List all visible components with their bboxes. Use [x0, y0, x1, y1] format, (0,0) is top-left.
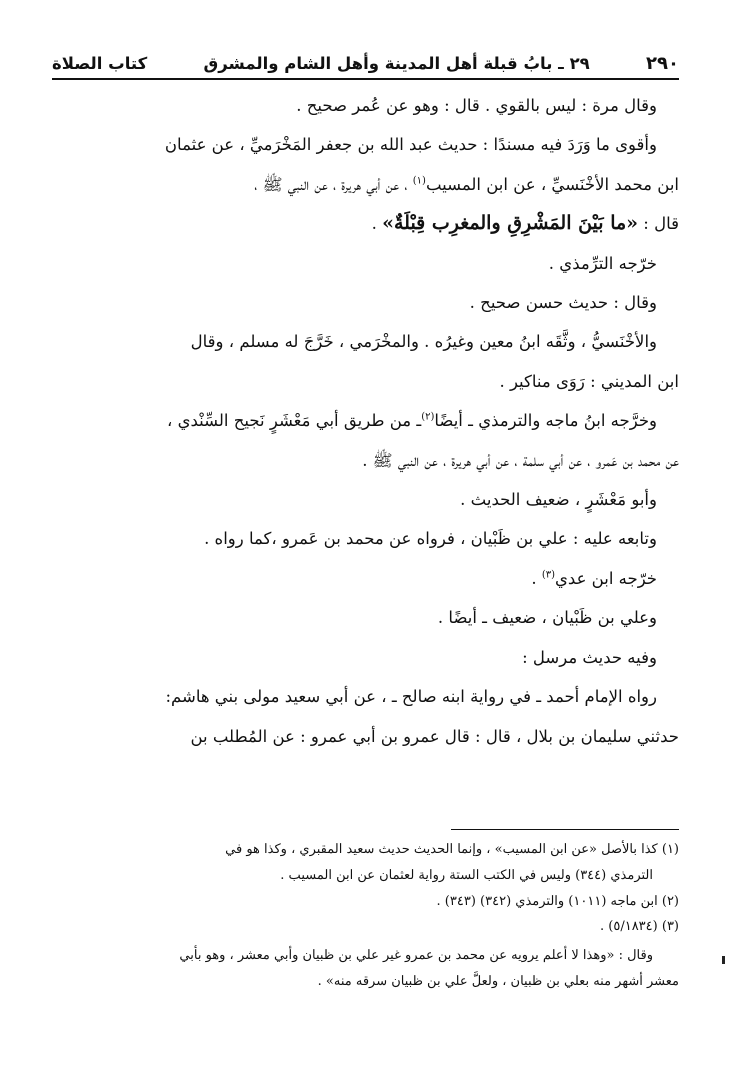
text-line: عن محمد بن عَمرو ، عن أبي سلمة ، عن أبي هريرة ، عن النبي ﷺ .: [362, 450, 679, 470]
footnote-separator: [451, 829, 679, 830]
text-segment: وخرَّجه ابنُ ماجه والترمذي ـ أيضًا: [434, 411, 657, 431]
text-segment: ـ من طريق أبي مَعْشَرٍ نَجيح السِّنْدي ،: [167, 411, 422, 431]
footnote-ref[interactable]: (١): [412, 175, 426, 187]
text-line: وأبو مَعْشَرٍ ، ضعيف الحديث .: [460, 490, 657, 510]
text-line: [60, 165, 679, 204]
text-segment: خرّجه ابن عدي: [555, 568, 657, 588]
footnote-ref[interactable]: (٢): [421, 411, 435, 423]
text-line: وأقوى ما وَرَدَ فيه مسندًا : حديث عبد الله بن جعفر المَخْرَميِّ ، عن عثمان: [164, 135, 657, 155]
text-line: [60, 401, 679, 440]
text-segment: .: [371, 214, 383, 234]
footnote-line: الترمذي (٣٤٤) وليس في الكتب الستة رواية لعثمان عن ابن المسيب .: [280, 867, 653, 883]
footnote-line: (٣) (٥/١٨٣٤) .: [600, 919, 679, 935]
footnote-line: وقال : «وهذا لا أعلم يرويه عن محمد بن عمرو غير علي بن ظبيان وأبي معشر ، وهو بأبي: [179, 948, 653, 964]
text-segment: .: [531, 568, 542, 588]
text-line: وتابعه عليه : علي بن ظَبْيان ، فرواه عن محمد بن عَمرو ،كما رواه .: [204, 529, 657, 549]
page-number: ٢٩٠: [646, 52, 679, 74]
text-line: ابن المديني : رَوَى مناكير .: [499, 371, 679, 391]
text-line: [60, 559, 679, 598]
text-line: والأخْنَسيُّ ، وثَّقَه ابنُ معين وغيرُه . والمخْرَمي ، خَرَّجَ له مسلم ، وقال: [190, 332, 657, 352]
footnote-line: (١) كذا بالأصل «عن ابن المسيب» ، وإنما الحديث حديث سعيد المقبري ، وكذا هو في: [225, 842, 679, 857]
text-line: خرّجه الترِّمذي .: [548, 253, 657, 273]
text-segment: قال :: [638, 214, 679, 234]
text-line: وعلي بن ظَبْيان ، ضعيف ـ أيضًا .: [437, 608, 657, 628]
footnote-line: معشر أشهر منه بعلي بن ظبيان ، ولعلَّ علي بن ظبيان سرقه منه» .: [317, 973, 679, 989]
hadith-quote: «ما بَيْنَ المَشْرِقِ والمغرِب قِبْلَةٌ»: [382, 212, 639, 235]
text-line: [60, 204, 679, 243]
running-header: [52, 48, 679, 80]
text-line: وقال مرة : ليس بالقوي . قال : وهو عن عُمر صحيح .: [296, 96, 657, 115]
chapter-title: ٢٩ ـ بابُ قبلة أهل المدينة وأهل الشام والمشرق: [203, 53, 590, 73]
scan-mark: [722, 956, 725, 964]
text-line: وفيه حديث مرسل :: [522, 647, 657, 667]
text-segment: ابن محمد الأخْنَسيِّ ، عن ابن المسيب: [425, 174, 679, 194]
text-segment: ، عن أبي هريرة ، عن النبي ﷺ ،: [254, 174, 408, 194]
text-line: رواه الإمام أحمد ـ في رواية ابنه صالح ـ ، عن أبي سعيد مولى بني هاشم:: [165, 687, 657, 707]
text-line: حدثني سليمان بن بلال ، قال : قال عمرو بن أبي عمرو : عن المُطلب بن: [190, 726, 679, 746]
footnotes: [60, 837, 679, 995]
text-line: وقال : حديث حسن صحيح .: [469, 293, 657, 313]
footnote-line: (٢) ابن ماجه (١٠١١) والترمذي (٣٤٢) (٣٤٣) .: [436, 893, 679, 909]
book-title: كتاب الصلاة: [52, 53, 148, 73]
footnote-ref[interactable]: (٣): [541, 569, 555, 581]
main-text: [60, 86, 679, 756]
